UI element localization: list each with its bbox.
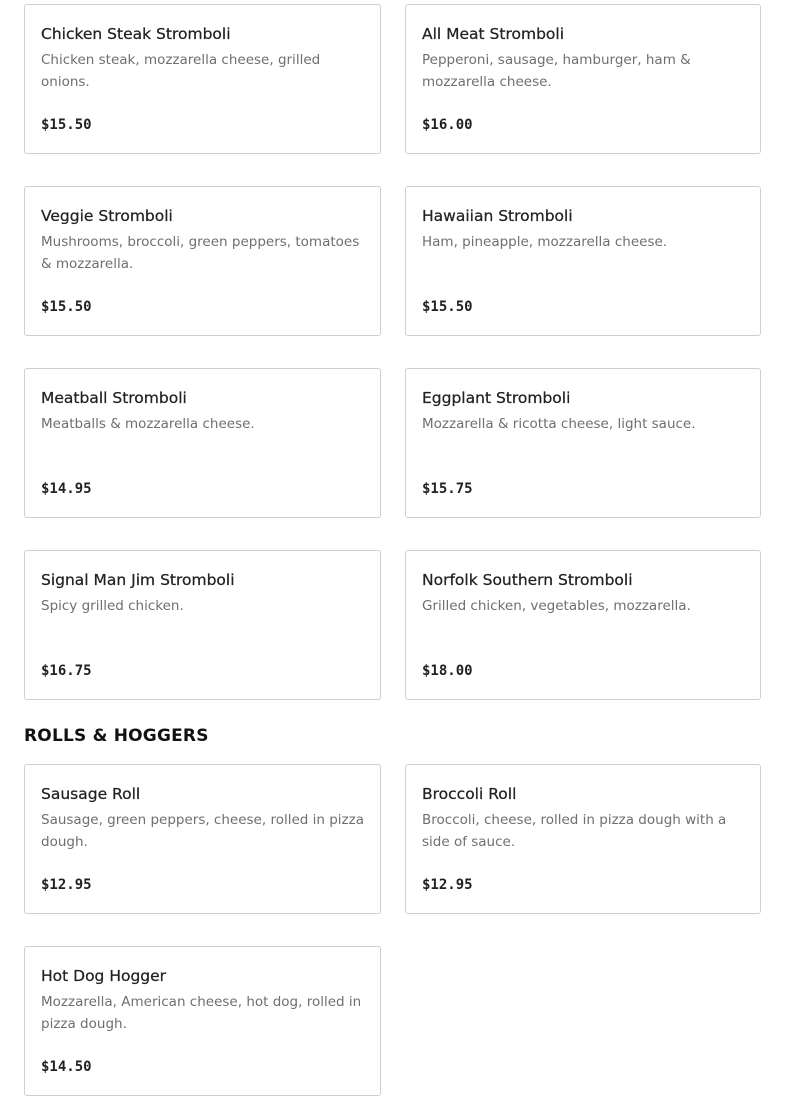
menu-item-description: Mozzarella, American cheese, hot dog, rolled in pizza dough.	[41, 994, 362, 1032]
menu-item-price: $16.75	[41, 663, 92, 679]
rolls-grid	[24, 764, 761, 1096]
menu-item-name: Broccoli Roll	[422, 785, 517, 803]
menu-item-card[interactable]	[24, 946, 381, 1096]
section-title: ROLLS & HOGGERS	[24, 726, 209, 746]
menu-item-description: Broccoli, cheese, rolled in pizza dough with a side of sauce.	[422, 812, 727, 850]
menu-item-price: $12.95	[422, 877, 473, 893]
menu-item-description: Pepperoni, sausage, hamburger, ham & mozzarella cheese.	[422, 52, 691, 90]
menu-item-card[interactable]	[24, 550, 381, 700]
menu-item-name: Hawaiian Stromboli	[422, 207, 573, 225]
menu-item-card[interactable]	[24, 368, 381, 518]
menu-item-price: $15.50	[422, 299, 473, 315]
menu-item-card[interactable]	[24, 4, 381, 154]
menu-item-card[interactable]	[405, 186, 761, 336]
menu-item-name: Veggie Stromboli	[41, 207, 173, 225]
menu-item-name: Hot Dog Hogger	[41, 967, 167, 985]
menu-item-description: Chicken steak, mozzarella cheese, grilled onions.	[41, 52, 321, 90]
menu-item-description: Grilled chicken, vegetables, mozzarella.	[422, 598, 691, 614]
menu-item-price: $15.50	[41, 117, 92, 133]
menu-item-card[interactable]	[405, 4, 761, 154]
menu-item-price: $15.75	[422, 481, 473, 497]
menu-content	[24, 4, 761, 1096]
menu-item-name: Eggplant Stromboli	[422, 389, 571, 407]
menu-item-description: Mushrooms, broccoli, green peppers, tomatoes & mozzarella.	[41, 234, 360, 272]
menu-item-price: $18.00	[422, 663, 473, 679]
menu-item-price: $14.95	[41, 481, 92, 497]
menu-item-description: Sausage, green peppers, cheese, rolled in pizza dough.	[41, 812, 364, 850]
menu-item-card[interactable]	[405, 764, 761, 914]
stromboli-grid	[24, 4, 761, 700]
menu-item-card[interactable]	[405, 368, 761, 518]
menu-item-name: Sausage Roll	[41, 785, 141, 803]
menu-item-description: Ham, pineapple, mozzarella cheese.	[422, 234, 668, 250]
menu-item-price: $16.00	[422, 117, 473, 133]
menu-item-description: Mozzarella & ricotta cheese, light sauce.	[422, 416, 696, 432]
menu-item-card[interactable]	[24, 764, 381, 914]
menu-item-price: $14.50	[41, 1059, 92, 1075]
menu-item-name: All Meat Stromboli	[422, 25, 565, 43]
menu-item-description: Meatballs & mozzarella cheese.	[41, 416, 255, 432]
menu-item-name: Meatball Stromboli	[41, 389, 187, 407]
menu-item-name: Norfolk Southern Stromboli	[422, 571, 633, 589]
menu-item-price: $15.50	[41, 299, 92, 315]
menu-item-name: Chicken Steak Stromboli	[41, 25, 231, 43]
menu-item-card[interactable]	[24, 186, 381, 336]
menu-item-name: Signal Man Jim Stromboli	[41, 571, 235, 589]
menu-item-card[interactable]	[405, 550, 761, 700]
menu-item-description: Spicy grilled chicken.	[41, 598, 184, 614]
menu-item-price: $12.95	[41, 877, 92, 893]
